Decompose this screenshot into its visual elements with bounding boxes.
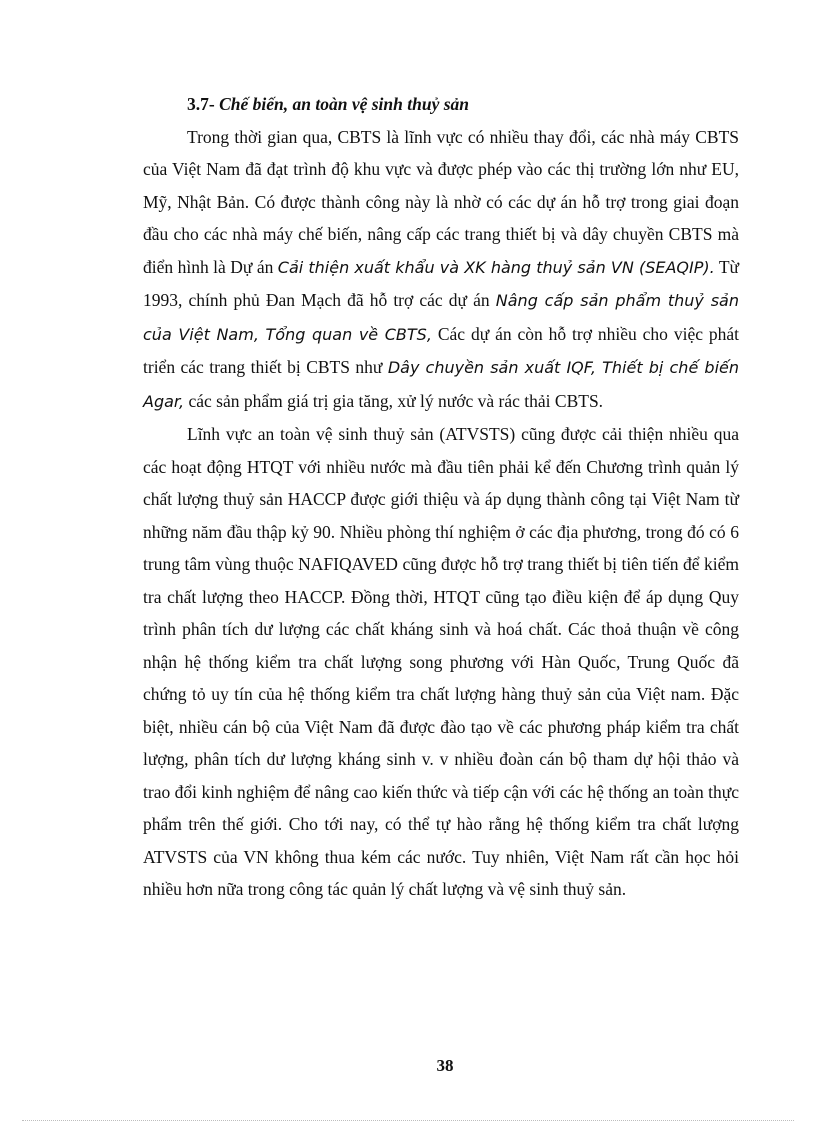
page-number: 38 [436,1056,454,1075]
section-heading [143,88,739,121]
paragraph-text: các sản phẩm giá trị gia tăng, xử lý nước và rác thải CBTS. [184,390,604,411]
paragraph-cbts [143,121,739,419]
page-bottom-divider [22,1120,794,1121]
section-number: 3.7- [187,94,215,114]
paragraph-text: Từ 1993, chính phủ Đan Mạch đã hỗ trợ các dự án [143,256,740,310]
section-title: Chế biến, an toàn vệ sinh thuỷ sản [219,94,469,114]
page-content [143,88,739,906]
paragraph-text: Trong thời gian qua, CBTS là lĩnh vực có nhiều thay đổi, các nhà máy CBTS của Việt Nam đã đạt trình độ khu vực và được phép vào các thị trường lớn như EU, Mỹ, Nhật Bản. Có được thành công này là nhờ có các dự án hỗ trợ trong giai đoạn đầu cho các nhà máy chế biến, nâng cấp các trang thiết bị và dây chuyền CBTS mà điển hình là Dự án [143,126,739,277]
project-name-danida: Nâng cấp sản phẩm thuỷ sản của Việt Nam, Tổng quan về CBTS, [143,291,740,344]
paragraph-text: Các dự án còn hỗ trợ nhiều cho việc phát triển các trang thiết bị CBTS như [143,323,740,377]
project-name-seaqip: Cải thiện xuất khẩu và XK hàng thuỷ sản VN (SEAQIP). [277,257,715,277]
paragraph-atvsts: Lĩnh vực an toàn vệ sinh thuỷ sản (ATVSTS) cũng được cải thiện nhiều qua các hoạt động HTQT với nhiều nước mà đầu tiên phải kể đến Chương trình quản lý chất lượng thuỷ sản HACCP được giới thiệu và áp dụng thành công tại Việt Nam từ những năm đầu thập kỷ 90. Nhiều phòng thí nghiệm ở các địa phương, trong đó có 6 trung tâm vùng thuộc NAFIQAVED cũng được hỗ trợ trang thiết bị tiên tiến để kiểm tra chất lượng theo HACCP. Đồng thời, HTQT cũng tạo điều kiện để áp dụng Quy trình phân tích dư lượng các chất kháng sinh và hoá chất. Các thoả thuận về công nhận hệ thống kiểm tra chất lượng song phương với Hàn Quốc, Trung Quốc đã chứng tỏ uy tín của hệ thống kiểm tra chất lượng hàng thuỷ sản của Việt nam. Đặc biệt, nhiều cán bộ của Việt Nam đã được đào tạo về các phương pháp kiểm tra chất lượng, phân tích dư lượng kháng sinh v. v nhiều đoàn cán bộ tham dự hội thảo và trao đổi kinh nghiệm để nâng cao kiến thức và tiếp cận với các hệ thống an toàn thực phẩm trên thế giới. Cho tới nay, có thể tự hào rằng hệ thống kiểm tra chất lượng ATVSTS của VN không thua kém các nước. Tuy nhiên, Việt Nam rất cần học hỏi nhiều hơn nữa trong công tác quản lý chất lượng và vệ sinh thuỷ sản. [143,424,739,899]
project-name-equipment: Dây chuyền sản xuất IQF, Thiết bị chế biến Agar, [143,358,740,411]
